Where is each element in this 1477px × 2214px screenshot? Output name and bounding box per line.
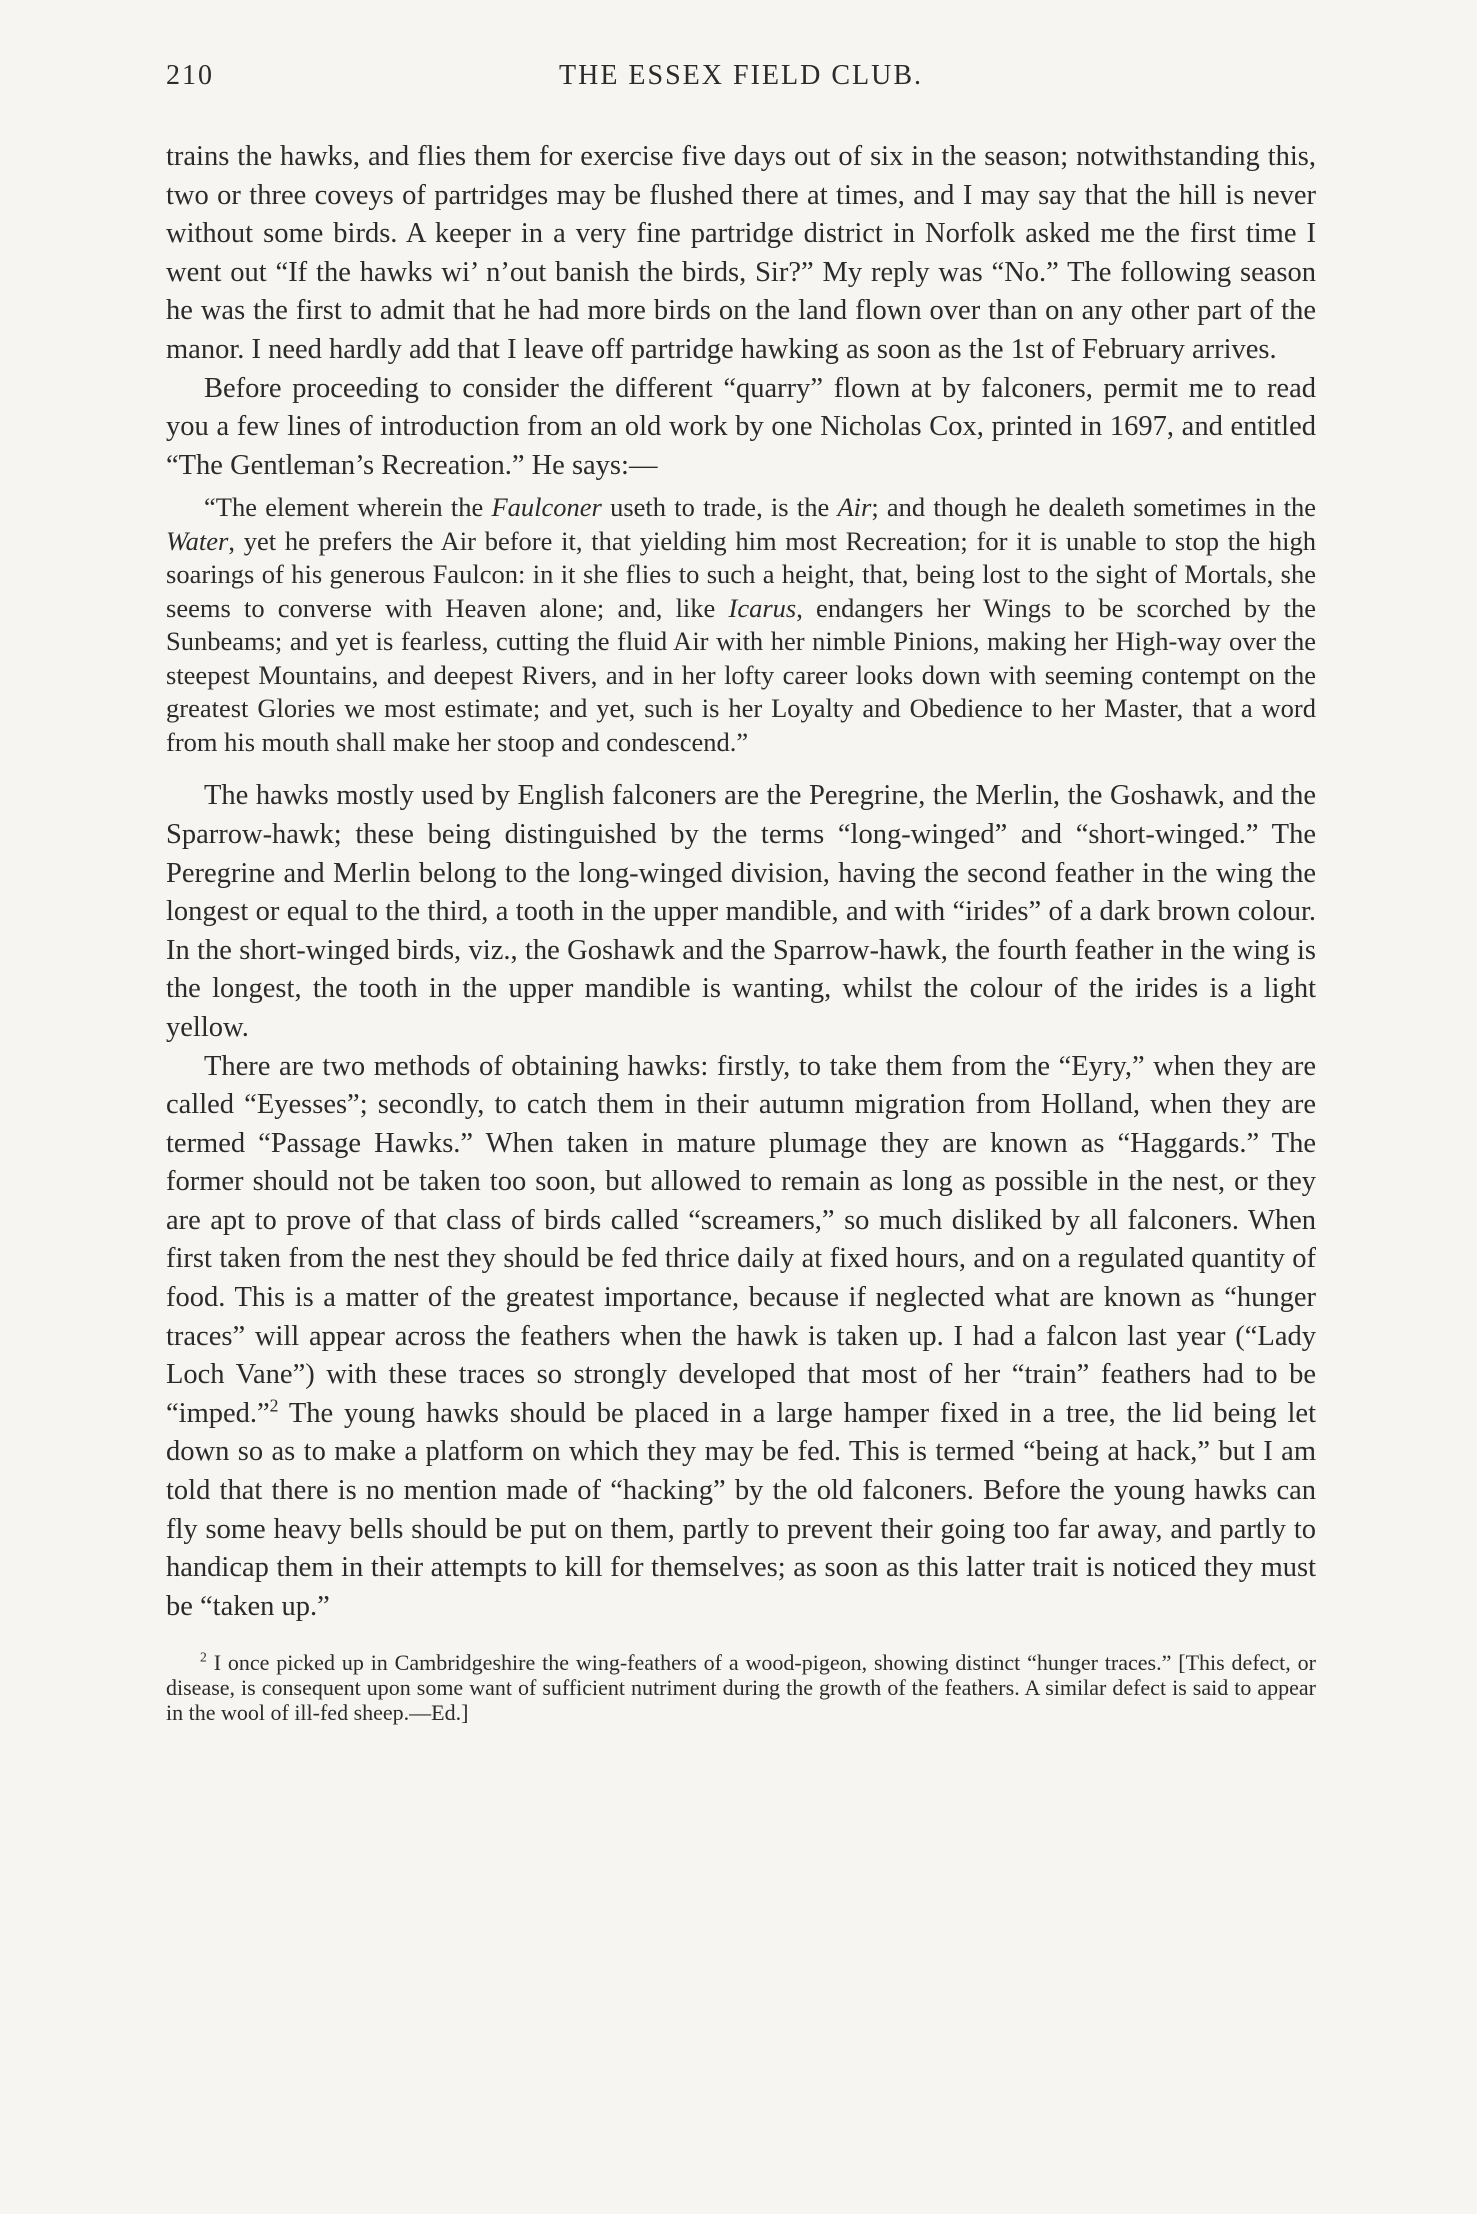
quote-text: ; and though he dealeth sometimes in the [871,492,1317,523]
quote-text: , endangers her Wings to be scorched by the Sunbeams; and yet is fearless, cutting the fluid Air with her nimble Pinions, making her High-way over the steepest Mountains, and deepest Rivers, and in her lofty career looks down with seeming contempt on the greatest Glories we most estimate; and yet, such is her Loyalty and Obedience to her Master, that a word from his mouth shall make her stoop and condescend.” [166,592,1316,757]
quote-italic-word: Water [166,525,229,556]
paragraph-text: The young hawks should be placed in a large hamper fixed in a tree, the lid being let down so as to make a platform on which they may be fed. This is termed “being at hack,” but I am told that there is no mention made of “hacking” by the old falconers. Before the young hawks can fly some heavy bells should be put on them, partly to prevent their going too far away, and partly to handicap them in their attempts to kill for themselves; as soon as this latter trait is noticed they must be “taken up.” [166,1397,1316,1622]
quotation-gentlemans-recreation [166,491,1316,759]
running-title: THE ESSEX FIELD CLUB. [559,60,923,91]
footnote-marker: 2 [200,1650,207,1666]
running-head [166,60,1316,100]
paragraph-nicholas-cox-intro: Before proceeding to consider the different “quarry” flown at by falconers, permit me to read you a few lines of introduction from an old work by one Nicholas Cox, printed in 1697, and entitled “The Gentleman’s Recreation.” He says:— [166,372,1316,481]
page-content [166,138,1316,1725]
paragraph-partridge-hawking: trains the hawks, and flies them for exercise five days out of six in the season; notwithstanding this, two or three coveys of partridges may be flushed there at times, and I may say that the hill is never without some birds. A keeper in a very fine partridge district in Norfolk asked me the first time I went out “If the hawks wi’ n’out banish the birds, Sir?” My reply was “No.” The following season he was the first to admit that he had more birds on the land flown over than on any other part of the manor. I need hardly add that I leave off partridge hawking as soon as the 1st of February arrives. [166,141,1316,365]
paragraph-obtaining-hawks [166,1048,1316,1627]
footnote-text: I once picked up in Cambridgeshire the wing-feathers of a wood-pigeon, showing distinct “hunger traces.” [This defect, or disease, is consequent upon some want of sufficient nutriment during the growth of the feathers. A similar defect is said to appear in the wool of ill-fed sheep.—Ed.] [166,1650,1316,1726]
quote-italic-word: Air [837,492,872,523]
quote-text: , yet he prefers the Air before it, that yielding him most Recreation; for it is unable to stop the high soarings of his generous Faulcon: in it she flies to such a height, that, being lost to the sight of Mortals, she seems to converse with Heaven alone; and, like [166,525,1316,623]
quote-italic-word: Icarus [728,592,797,623]
footnote-reference: 2 [269,1395,279,1416]
quote-text: “The element wherein the [204,492,492,523]
page-number: 210 [166,60,214,91]
paragraph-text: There are two methods of obtaining hawks: firstly, to take them from the “Eyry,” when they are called “Eyesses”; secondly, to catch them in their autumn migration from Holland, when they are termed “Passage Hawks.” When taken in mature plumage they are known as “Haggards.” The former should not be taken too soon, but allowed to remain as long as possible in the nest, or they are apt to prove of that class of birds called “screamers,” so much disliked by all falconers. When first taken from the nest they should be fed thrice daily at fixed hours, and on a regulated quantity of food. This is a matter of the greatest importance, because if neglected what are known as “hunger traces” will appear across the feathers when the hawk is taken up. I had a falcon last year (“Lady Loch Vane”) with these traces so strongly developed that most of her “train” feathers had to be “imped.” [166,1050,1316,1429]
quote-text: useth to trade, is the [601,492,838,523]
footnote [166,1650,1316,1725]
quote-italic-word: Faulconer [491,492,602,523]
paragraph-hawk-types: The hawks mostly used by English falconers are the Peregrine, the Merlin, the Goshawk, and the Sparrow-hawk; these being distinguished by the terms “long-winged” and “short-winged.” The Peregrine and Merlin belong to the long-winged division, having the second feather in the wing the longest or equal to the third, a tooth in the upper mandible, and with “irides” of a dark brown colour. In the short-winged birds, viz., the Goshawk and the Sparrow-hawk, the fourth feather in the wing is the longest, the tooth in the upper mandible is wanting, whilst the colour of the irides is a light yellow. [166,780,1316,1043]
